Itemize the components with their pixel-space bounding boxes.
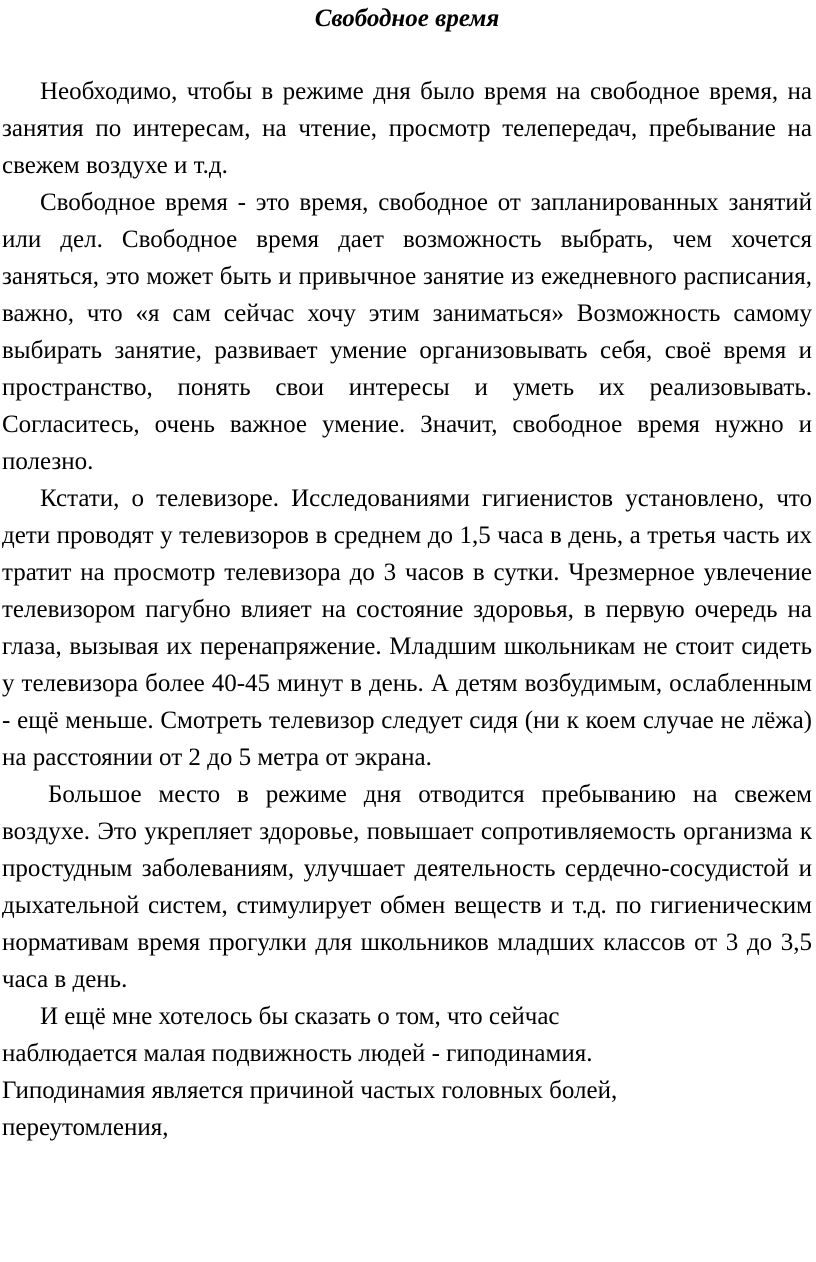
paragraph-fresh-air: Большое место в режиме дня отводится пребыванию на свежем воздухе. Это укрепляет здоровье, повышает сопротивляемость организма к простудным заболеваниям, улучшает деятельность сердечно-сосудистой и дыхательной систем, стимулирует обмен веществ и т.д. по гигиеническим нормативам время прогулки для школьников младших классов от 3 до 3,5 часа в день. (2, 781, 812, 993)
paragraph-daily-regime: Необходимо, чтобы в режиме дня было время на свободное время, на занятия по интересам, на чтение, просмотр телепередач, пребывание на свежем воздухе и т.д. (2, 78, 812, 179)
title-spacer (2, 36, 812, 73)
paragraph-television: Кстати, о телевизоре. Исследованиями гигиенистов установлено, что дети проводят у телевизоров в среднем до 1,5 часа в день, а третья часть их тратит на просмотр телевизора до 3 часов в сутки. Чрезмерное увлечение телевизором пагубно влияет на состояние здоровья, в первую очередь на глаза, вызывая их перенапряжение. Младшим школьникам не стоит сидеть у телевизора более 40-45 минут в день. А детям возбудимым, ослабленным - ещё меньше. Смотреть телевизор следует сидя (ни к коем случае не лёжа) на расстоянии от 2 до 5 метра от экрана. (2, 485, 812, 771)
closing-line-4: переутомления, (2, 1114, 169, 1141)
closing-line-1: И ещё мне хотелось бы сказать о том, что сейчас (40, 1003, 560, 1030)
closing-line-3: Гиподинамия является причиной частых головных болей, (2, 1077, 618, 1104)
document-title: Свободное время (314, 5, 500, 32)
closing-line-2: наблюдается малая подвижность людей - гиподинамия. (2, 1040, 593, 1067)
paragraph-free-time-definition: Свободное время - это время, свободное от запланированных занятий или дел. Свободное время дает возможность выбрать, чем хочется заняться, это может быть и привычное занятие из ежедневного расписания, важно, что «я сам сейчас хочу этим заниматься» Возможность самому выбирать занятие, развивает умение организовывать себя, своё время и пространство, понять свои интересы и уметь их реализовывать. Согласитесь, очень важное умение. Значит, свободное время нужно и полезно. (2, 189, 812, 475)
paragraph-hypodynamia (2, 998, 812, 1146)
